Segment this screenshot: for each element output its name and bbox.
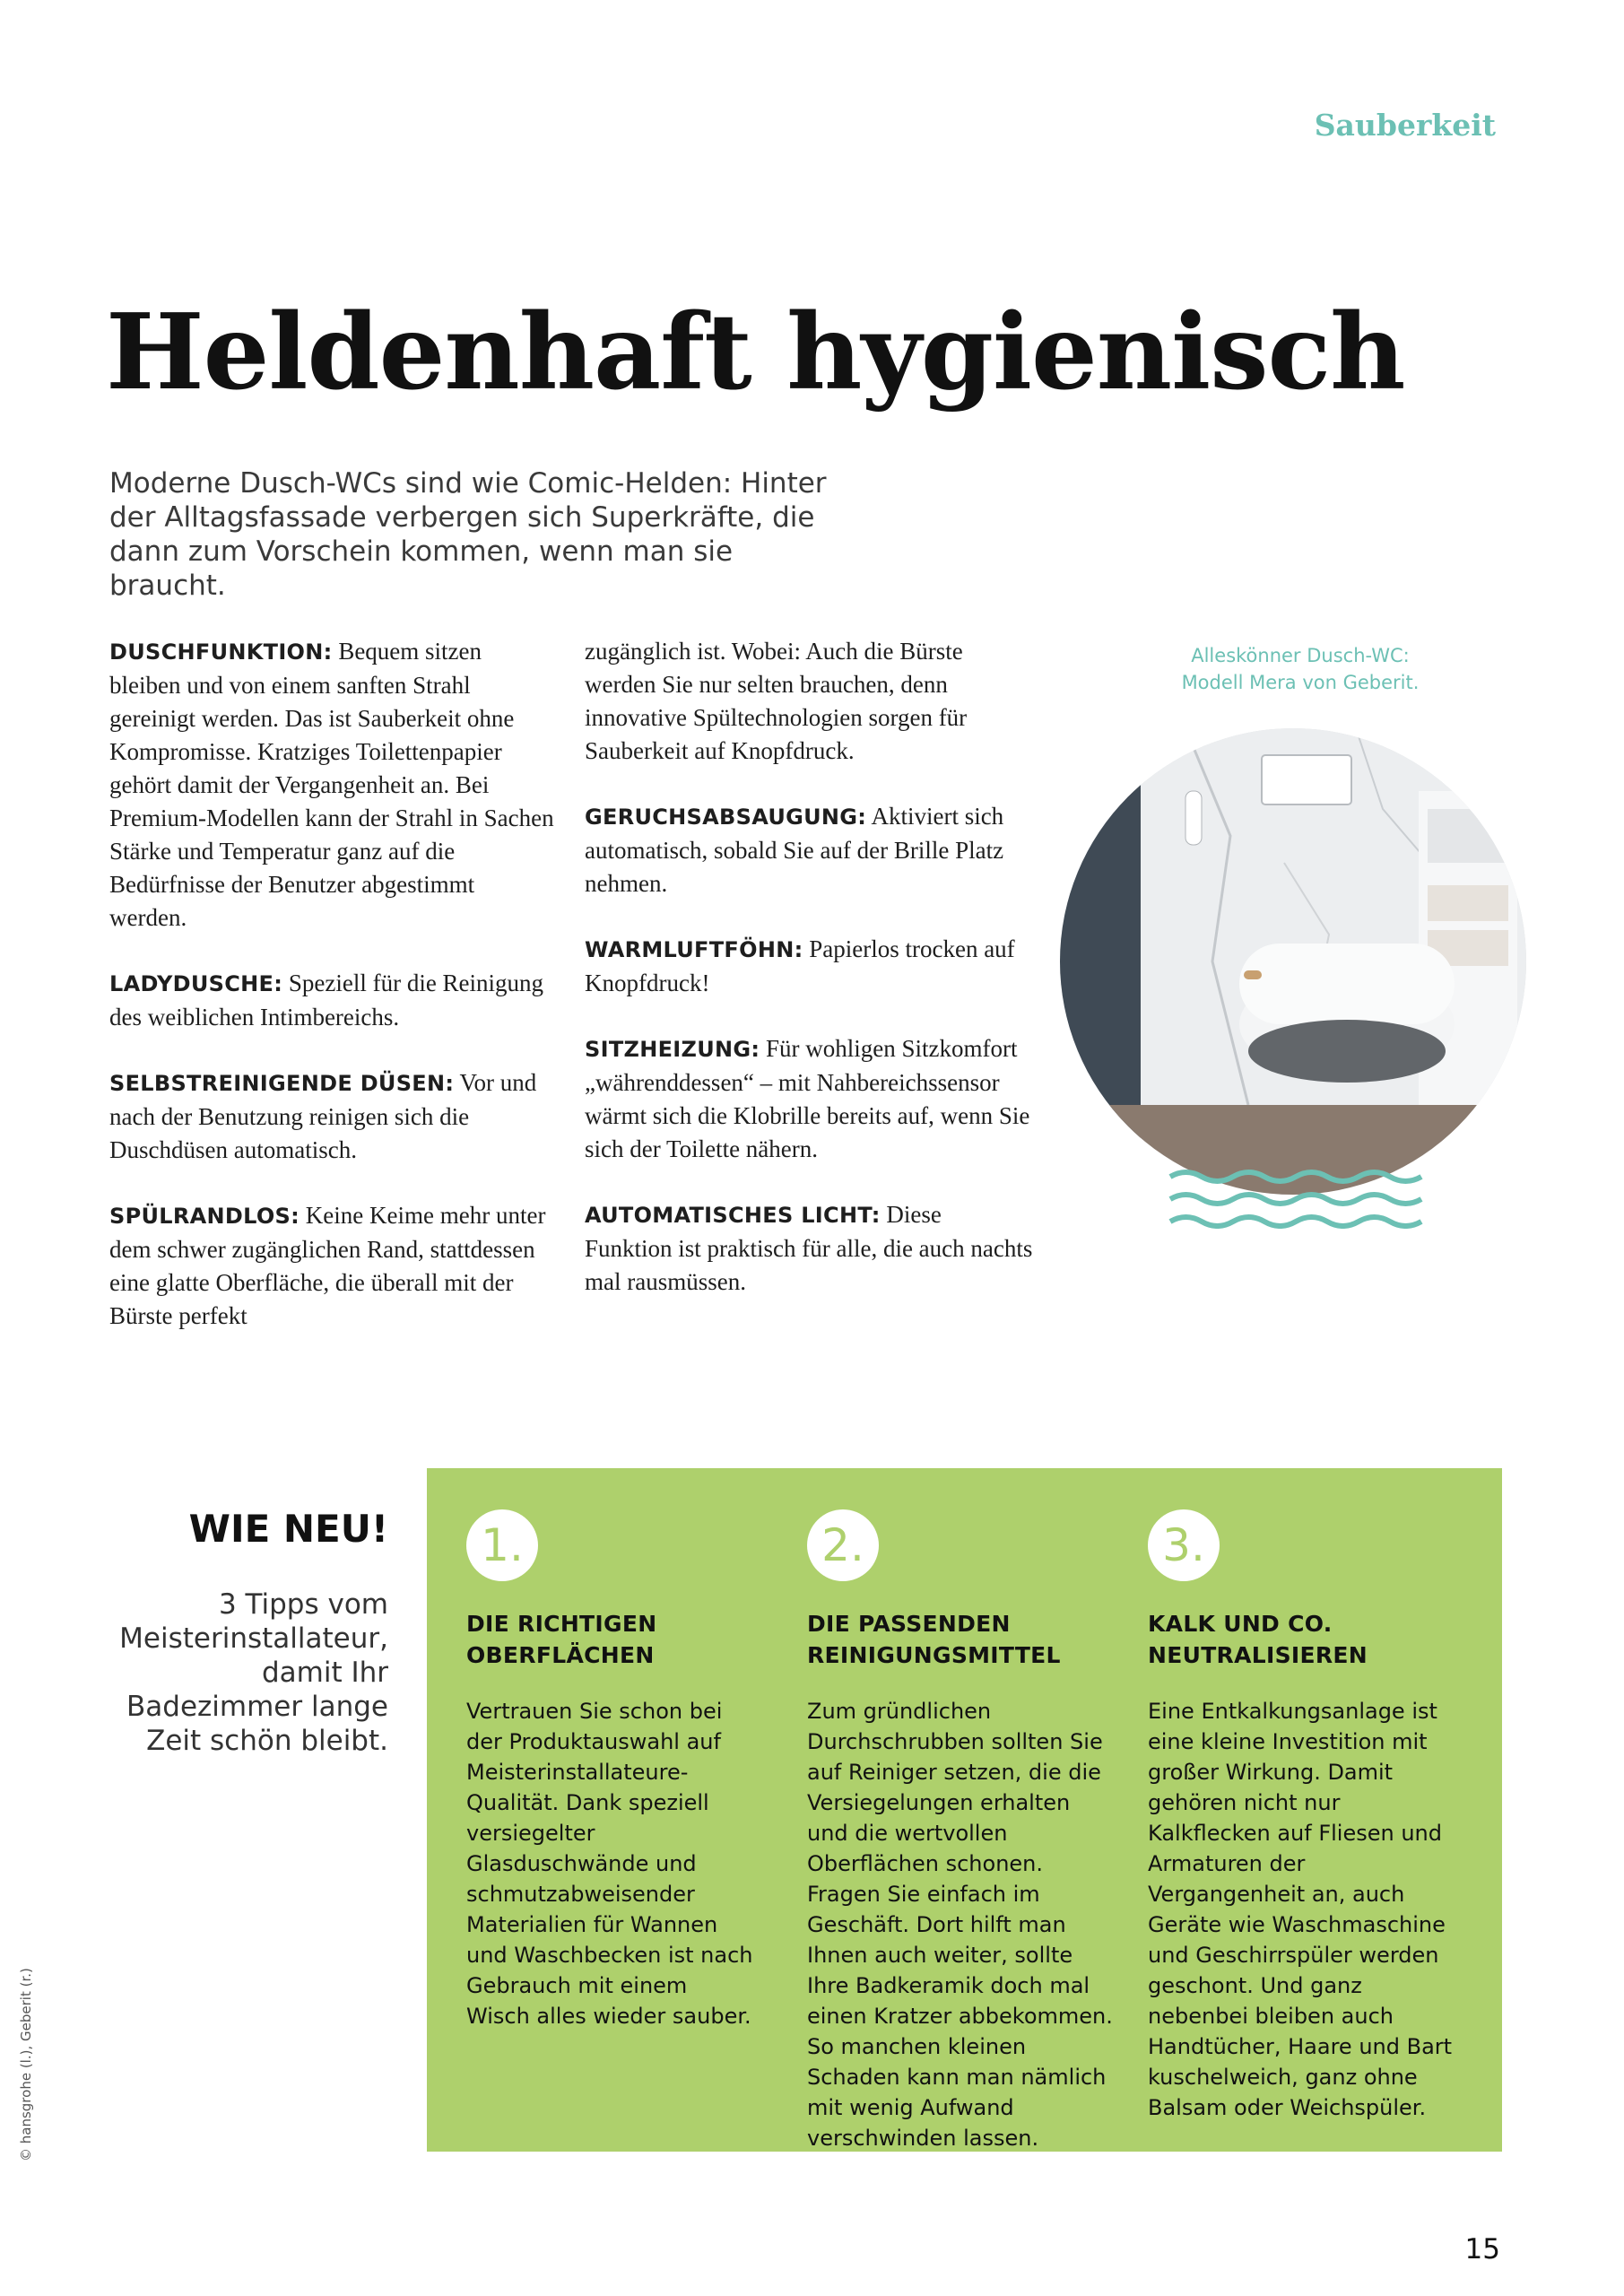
tip-item — [1148, 1509, 1462, 2123]
feature-text: Speziell für die Reinigung des weiblichen Intimbereichs. — [109, 970, 544, 1031]
feature-item — [585, 1198, 1033, 1299]
feature-text: Für wohligen Sitzkomfort „währenddessen“ – mit Nahbereichssensor wärmt sich die Klobrille bereits auf, wenn Sie sich der Toilette nähern. — [585, 1035, 1030, 1162]
toilet-photo — [1060, 728, 1526, 1195]
tip-number: 2. — [807, 1509, 879, 1581]
feature-text: Keine Keime mehr unter dem schwer zugänglichen Rand, stattdessen eine glatte Oberfläche, die überall mit der Bürste perfekt — [109, 1202, 546, 1329]
tip-item — [466, 1509, 780, 2031]
caption-line: Modell Mera von Geberit. — [1181, 672, 1420, 693]
feature-column-right — [585, 635, 1033, 1331]
tips-subtitle: 3 Tipps vom Meisterinstallateur, damit Ihr Badezimmer lange Zeit schön bleibt. — [119, 1588, 388, 1757]
caption-line: Alleskönner Dusch-WC: — [1191, 645, 1410, 666]
feature-text: Bequem sitzen bleiben und von einem sanften Strahl gereinigt werden. Das ist Sauberkeit ohne Kompromisse. Kratziges Toilettenpapier gehört damit der Vergangenheit an. Bei Premium-Modellen kann der Strahl in Sachen Stärke und Temperatur ganz auf die Bedürfnisse der Benutzer abgestimmt werden. — [109, 638, 554, 931]
shower-toilet-illustration — [1060, 728, 1526, 1195]
feature-term: SPÜLRANDLOS: — [109, 1204, 300, 1229]
feature-text: Vor und nach der Benutzung reinigen sich die Duschdüsen automatisch. — [109, 1069, 537, 1163]
tips-title: WIE NEU! — [188, 1507, 388, 1551]
tip-heading: DIE PASSENDEN REINIGUNGSMITTEL — [807, 1611, 1061, 1668]
wave-ornament-icon — [1166, 1166, 1426, 1229]
photo-credit-text: © hansgrohe (l.), Geberit (r.) — [18, 1968, 34, 2161]
tip-item — [807, 1509, 1121, 2153]
feature-item — [585, 800, 1033, 900]
feature-term: SELBSTREINIGENDE DÜSEN: — [109, 1071, 455, 1096]
feature-term: AUTOMATISCHES LICHT: — [585, 1203, 881, 1228]
feature-text: Papierlos trocken auf Knopfdruck! — [585, 935, 1015, 996]
feature-column-left — [109, 635, 558, 1365]
feature-item — [585, 1032, 1033, 1166]
tip-number: 3. — [1148, 1509, 1220, 1581]
tip-heading: DIE RICHTIGEN OBERFLÄCHEN — [466, 1611, 657, 1668]
feature-term: GERUCHSABSAUGUNG: — [585, 804, 867, 830]
feature-term: WARMLUFTFÖHN: — [585, 937, 803, 962]
tip-body: Eine Entkalkungsanlage ist eine kleine Investition mit großer Wirkung. Damit gehören nicht nur Kalkflecken auf Fliesen und Armaturen der Vergangenheit an, auch Geräte wie Waschmaschine und Geschirrspüler werden geschont. Und ganz nebenbei bleiben auch Handtücher, Haare und Bart kuschelweich, ganz ohne Balsam oder Weichspüler. — [1148, 1699, 1453, 2120]
intro-text: Moderne Dusch-WCs sind wie Comic-Helden: Hinter der Alltagsfassade verbergen sich Superkräfte, die dann zum Vorschein kommen, wenn man sie braucht. — [109, 467, 827, 602]
tip-body: Vertrauen Sie schon bei der Produktauswahl auf Meisterinstallateure-Qualität. Dank speziell versiegelter Glasduschwände und schmutzabweisender Materialien für Wannen und Waschbecken ist nach Gebrauch mit einem Wisch alles wieder sauber. — [466, 1699, 753, 2029]
feature-text: zugänglich ist. Wobei: Auch die Bürste werden Sie nur selten brauchen, denn innovative Spültechnologien sorgen für Sauberkeit auf Knopfdruck. — [585, 638, 968, 764]
feature-item — [109, 635, 558, 935]
tips-box — [427, 1468, 1502, 2152]
feature-term: SITZHEIZUNG: — [585, 1037, 760, 1062]
feature-item — [109, 967, 558, 1034]
photo-caption — [1112, 642, 1489, 696]
feature-item — [109, 1199, 558, 1333]
feature-term: LADYDUSCHE: — [109, 971, 283, 996]
feature-text: Diese Funktion ist praktisch für alle, die auch nachts mal rausmüssen. — [585, 1201, 1033, 1295]
feature-term: DUSCHFUNKTION: — [109, 639, 333, 665]
photo-credit — [18, 1968, 38, 2161]
feature-item — [109, 1066, 558, 1167]
feature-item — [585, 933, 1033, 1000]
tip-body: Zum gründlichen Durchschrubben sollten Sie auf Reiniger setzen, die die Versiegelungen erhalten und die wertvollen Oberflächen schonen. Fragen Sie einfach im Geschäft. Dort hilft man Ihnen auch weiter, sollte Ihre Badkeramik doch mal einen Kratzer abbekommen. So manchen kleinen Schaden kann man nämlich mit wenig Aufwand verschwinden lassen. — [807, 1699, 1113, 2151]
feature-item — [585, 635, 1033, 768]
feature-text: Aktiviert sich automatisch, sobald Sie auf der Brille Platz nehmen. — [585, 803, 1004, 897]
section-label: Sauberkeit — [1314, 108, 1496, 143]
page-title: Heldenhaft hygienisch — [106, 291, 1405, 413]
page-number: 15 — [1464, 2233, 1500, 2266]
tip-number: 1. — [466, 1509, 538, 1581]
tip-heading: KALK UND CO. NEUTRALISIEREN — [1148, 1611, 1368, 1668]
